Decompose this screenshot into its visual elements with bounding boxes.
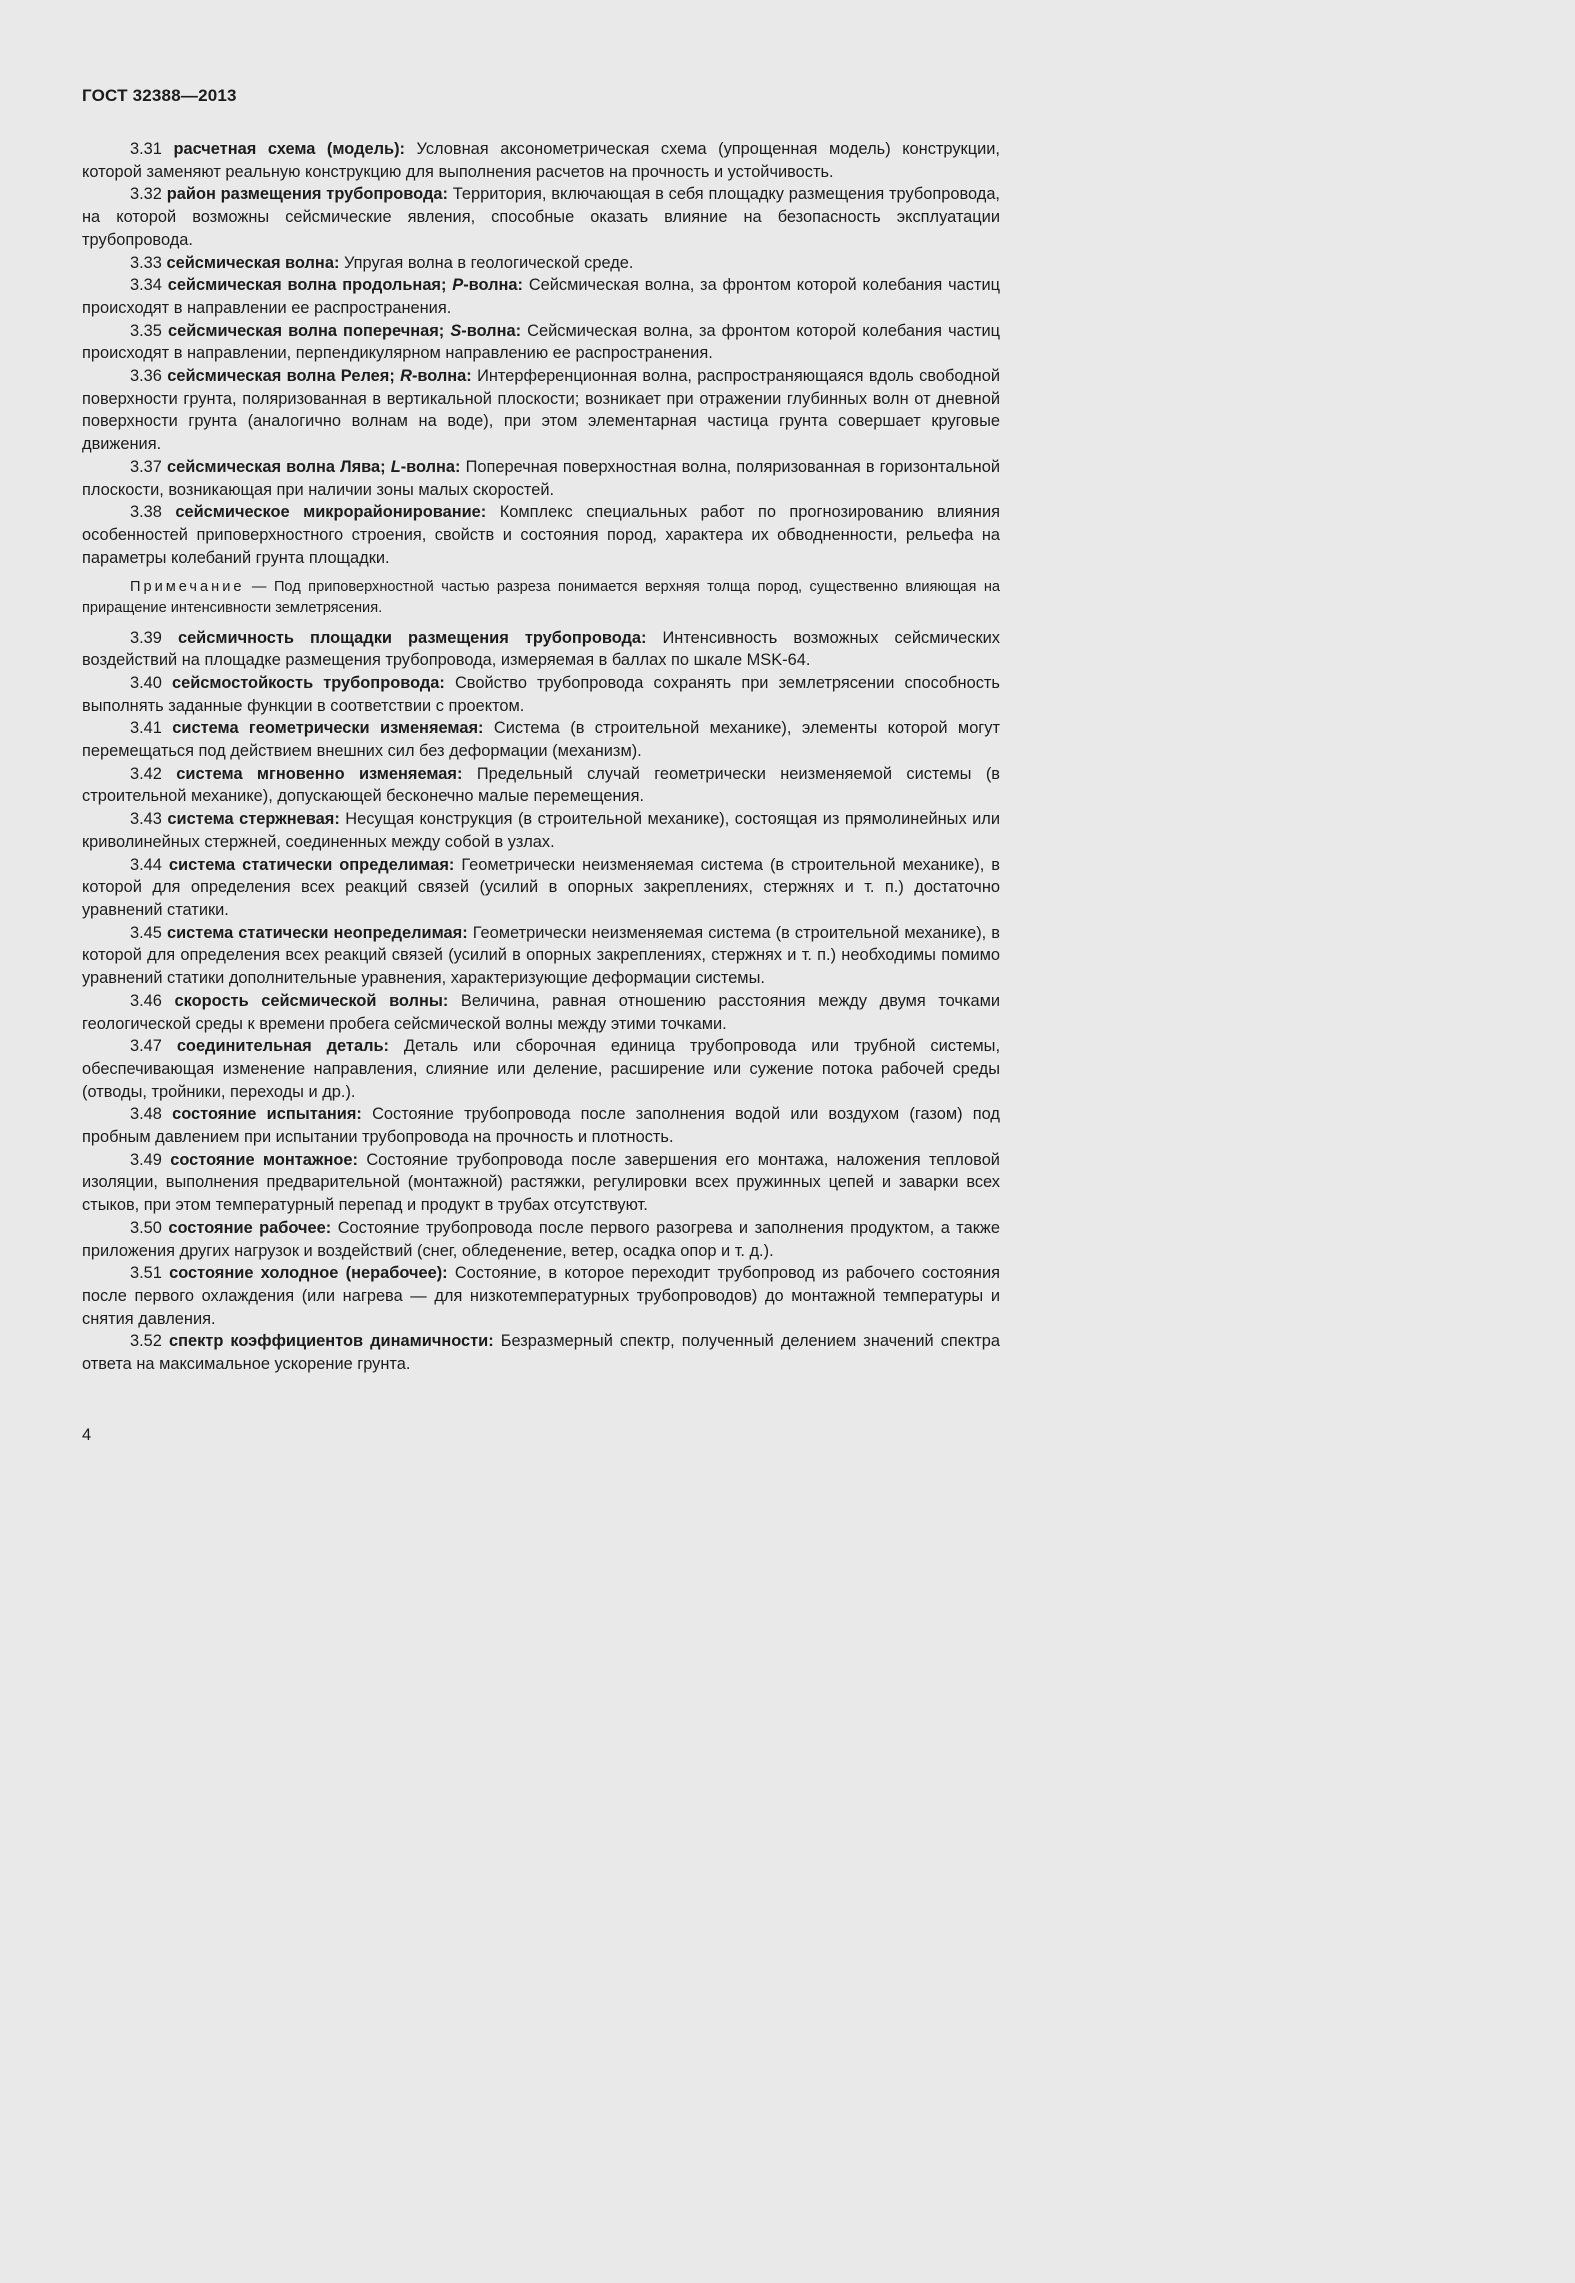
document-header: ГОСТ 32388—2013 — [82, 86, 237, 105]
entry-definition: Состояние трубопровода после завершения его монтажа, наложения тепловой изоляции, выполнения предварительной (монтажной) растяжки, регулировки всех пружинных цепей и заварки всех стыков, при этом температурный перепад и продукт в трубах отсутствуют. — [82, 1150, 1000, 1215]
entry-term: соединительная деталь: — [176, 1037, 390, 1056]
entry-definition: Геометрически неизменяемая система (в строительной механике), в которой для определения всех реакций связей (усилий в опорных закреплениях, стержнях и т. п.) необходимы помимо уравнений статики дополнительные уравнения, характеризующие деформации системы. — [82, 923, 1000, 988]
entry-number: 3.36 — [130, 367, 162, 386]
entry-term: состояние рабочее: — [168, 1218, 332, 1237]
entry-term: система мгновенно изменяемая: — [176, 764, 463, 783]
entry-number: 3.42 — [130, 764, 162, 783]
definition-entry — [82, 627, 1000, 672]
entry-definition: Упругая волна в геологической среде. — [343, 253, 634, 272]
entry-term: сейсмостойкость трубопровода: — [172, 673, 445, 692]
entry-number: 3.31 — [130, 140, 162, 158]
entry-term: сейсмическая волна Релея; R-волна: — [167, 367, 472, 386]
entry-term: система статически определимая: — [168, 855, 455, 874]
entry-number: 3.46 — [130, 991, 162, 1010]
entry-definition: Сейсмическая волна, за фронтом которой колебания частиц происходят в направлении ее распространения. — [82, 276, 1000, 317]
entry-term: состояние холодное (нерабочее): — [169, 1264, 448, 1283]
definition-entry — [82, 990, 1000, 1035]
definition-entry — [82, 763, 1000, 808]
definition-entry — [82, 922, 1000, 990]
definitions-list-before-note — [82, 138, 1000, 569]
entry-term: состояние монтажное: — [170, 1150, 358, 1169]
entry-term: спектр коэффициентов динамичности: — [168, 1332, 494, 1351]
entry-term: система геометрически изменяемая: — [172, 719, 484, 738]
entry-number: 3.52 — [130, 1332, 162, 1351]
entry-number: 3.33 — [130, 253, 162, 272]
definition-entry — [82, 1103, 1000, 1148]
entry-definition: Деталь или сборочная единица трубопровода или трубной системы, обеспечивающая изменение направления, слияние или деление, расширение или сужение потока рабочей среды (отводы, тройники, переходы и др.). — [82, 1037, 1000, 1101]
entry-term: сейсмическая волна: — [166, 253, 340, 272]
entry-definition: Система (в строительной механике), элементы которой могут перемещаться под действием внешних сил без деформации (механизм). — [82, 719, 1000, 761]
wave-letter: R — [400, 367, 412, 386]
entry-number: 3.50 — [130, 1218, 162, 1237]
definitions-list-after-note — [82, 627, 1000, 1376]
definition-entry — [82, 320, 1000, 365]
entry-term: район размещения трубопровода: — [166, 185, 448, 204]
entry-number: 3.48 — [130, 1105, 162, 1124]
entry-term: сейсмическая волна Лява; L-волна: — [167, 457, 461, 476]
entry-definition: Интерференционная волна, распространяющаяся вдоль свободной поверхности грунта, поляризованная в вертикальной плоскости; возникает при отражении глубинных волн от дневной поверхности грунта (аналогично волнам на воде), при этом элементарная частица грунта совершает круговые движения. — [82, 367, 1000, 454]
entry-term: расчетная схема (модель): — [173, 140, 405, 158]
entry-term: скорость сейсмической волны: — [174, 991, 449, 1010]
definition-entry — [82, 1330, 1000, 1375]
entry-definition: Свойство трубопровода сохранять при землетрясении способность выполнять заданные функции в соответствии с проектом. — [82, 673, 1000, 715]
entry-number: 3.32 — [130, 185, 162, 204]
definition-entry — [82, 183, 1000, 251]
definition-entry — [82, 365, 1000, 456]
wave-letter: S — [450, 321, 462, 340]
document-body — [82, 138, 1000, 1376]
entry-number: 3.44 — [130, 855, 162, 874]
entry-term: состояние испытания: — [172, 1105, 362, 1124]
entry-definition: Предельный случай геометрически неизменяемой системы (в строительной механике), допускающей бесконечно малые перемещения. — [82, 764, 1001, 806]
entry-definition: Состояние трубопровода после первого разогрева и заполнения продуктом, а также приложения других нагрузок и воздействий (снег, обледенение, ветер, осадка опор и т. д.). — [82, 1218, 1000, 1260]
entry-number: 3.34 — [130, 276, 162, 295]
definition-entry — [82, 501, 1000, 569]
entry-term: сейсмическое микрорайонирование: — [175, 503, 487, 522]
definition-entry — [82, 252, 1000, 275]
definition-entry — [82, 808, 1000, 853]
entry-definition: Геометрически неизменяемая система (в строительной механике), в которой для определения всех реакций связей (усилий в опорных закреплениях, стержнях и т. п.) достаточно уравнений статики. — [82, 855, 1000, 919]
entry-definition: Состояние, в которое переходит трубопровод из рабочего состояния после первого охлаждения (или нагрева — для низкотемпературных трубопроводов) до монтажной температуры и снятия давления. — [82, 1264, 1000, 1328]
entry-number: 3.38 — [130, 503, 162, 522]
note-label: Примечание — [130, 579, 245, 596]
note-text: — Под приповерхностной частью разреза понимается верхняя толща пород, существенно влияющая на приращение интенсивности землетрясения. — [82, 579, 1000, 616]
definition-entry — [82, 672, 1000, 717]
entry-number: 3.35 — [130, 321, 162, 340]
wave-letter: P — [452, 276, 464, 295]
entry-number: 3.45 — [130, 923, 162, 942]
definition-entry — [82, 274, 1000, 319]
entry-term: сейсмическая волна поперечная; S-волна: — [167, 321, 522, 340]
entry-number: 3.40 — [130, 673, 162, 692]
entry-definition: Поперечная поверхностная волна, поляризованная в горизонтальной плоскости, возникающая при наличии зоны малых скоростей. — [82, 457, 1001, 499]
entry-definition: Комплекс специальных работ по прогнозированию влияния особенностей приповерхностного строения, свойств и состояния пород, характера их обводненности, рельефа на параметры колебаний грунта площадки. — [82, 503, 1000, 567]
entry-definition: Безразмерный спектр, полученный делением значений спектра ответа на максимальное ускорение грунта. — [82, 1332, 1000, 1374]
entry-definition: Условная аксонометрическая схема (упрощенная модель) конструкции, которой заменяют реальную конструкцию для выполнения расчетов на прочность и устойчивость. — [82, 140, 1000, 181]
entry-term: система статически неопределимая: — [166, 923, 468, 942]
entry-term: система стержневая: — [167, 810, 340, 829]
note-paragraph — [82, 577, 1000, 618]
definition-entry — [82, 1262, 1000, 1330]
entry-number: 3.41 — [130, 719, 162, 738]
entry-number: 3.47 — [130, 1037, 162, 1056]
definition-entry — [82, 1149, 1000, 1217]
entry-number: 3.43 — [130, 810, 162, 829]
definition-entry — [82, 456, 1000, 501]
entry-definition: Величина, равная отношению расстояния между двумя точками геологической среды к времени пробега сейсмической волны между этими точками. — [82, 991, 1001, 1033]
entry-number: 3.49 — [130, 1150, 162, 1169]
entry-definition: Несущая конструкция (в строительной механике), состоящая из прямолинейных или криволинейных стержней, соединенных между собой в узлах. — [82, 810, 1000, 851]
entry-definition: Интенсивность возможных сейсмических воздействий на площадке размещения трубопровода, измеряемая в баллах по шкале MSK-64. — [82, 628, 1000, 670]
entry-definition: Состояние трубопровода после заполнения водой или воздухом (газом) под пробным давлением при испытании трубопровода на прочность и плотность. — [82, 1105, 1000, 1147]
entry-number: 3.51 — [130, 1264, 162, 1283]
definition-entry — [82, 1035, 1000, 1103]
definition-entry — [82, 1217, 1000, 1262]
entry-number: 3.37 — [130, 457, 162, 476]
entry-definition: Территория, включающая в себя площадку размещения трубопровода, на которой возможны сейсмические явления, способные оказать влияние на безопасность эксплуатации трубопровода. — [82, 185, 1000, 249]
wave-letter: L — [390, 457, 401, 476]
page-number: 4 — [82, 1426, 92, 1444]
definition-entry — [82, 854, 1000, 922]
entry-number: 3.39 — [130, 628, 162, 647]
entry-term: сейсмическая волна продольная; P-волна: — [167, 276, 524, 295]
definition-entry — [82, 717, 1000, 762]
definition-entry — [82, 138, 1000, 183]
entry-term: сейсмичность площадки размещения трубопровода: — [177, 628, 647, 647]
entry-definition: Сейсмическая волна, за фронтом которой колебания частиц происходят в направлении, перпендикулярном направлению ее распространения. — [82, 321, 1000, 363]
